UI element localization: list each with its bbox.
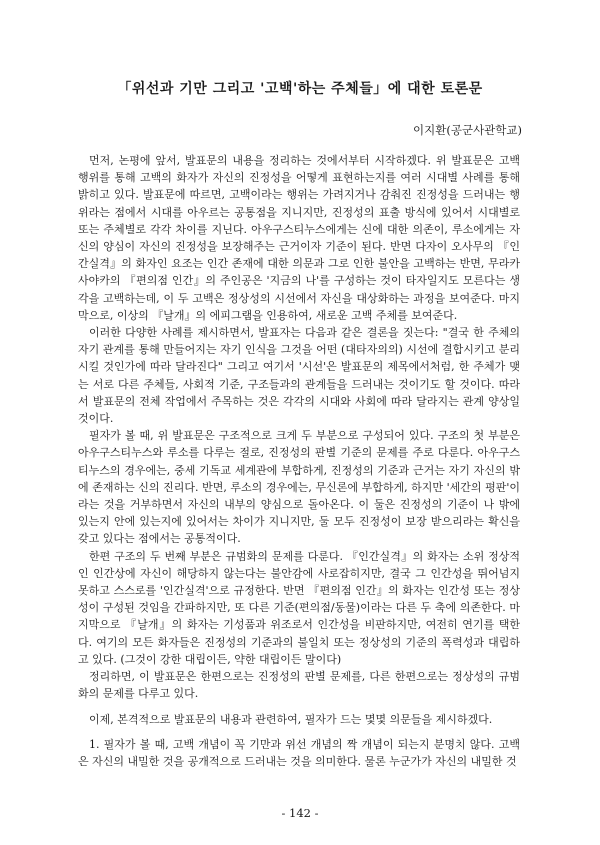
paragraph: 한편 구조의 두 번째 부분은 규범화의 문제를 다룬다. 『인간실격』의 화자는 소위 정상적인 인간상에 자신이 해당하지 않는다는 불안감에 사로잡히지만, 결국 그 인간성을 뛰어넘지 못하고 스스로를 '인간실격'으로 규정한다. 반면 『편의점 인간』의 화자는 인간성 또는 정상성이 구성된 것임을 간파하지만, 또 다른 기준(편의점/동물)이라는 다른 두 축에 의존한다. 마지막으로 『날개』의 화자는 기성품과 위조로서 인간성을 비판하지만, 여전히 연기를 택한다. 여기의 모든 화자들은 진정성의 기준과의 불일치 또는 정상성의 기준의 폭력성과 대립하고 있다. (그것이 강한 대립이든, 약한 대립이든 말이다) <box>78 549 520 666</box>
paragraph: 먼저, 논평에 앞서, 발표문의 내용을 정리하는 것에서부터 시작하겠다. 위 발표문은 고백 행위를 통해 고백의 화자가 자신의 진정성을 어떻게 표현하는지를 여러 시대별 사례를 통해 밝히고 있다. 발표문에 따르면, 고백이라는 행위는 가려지거나 감춰진 진정성을 드러내는 행위라는 점에서 시대를 아우르는 공통점을 지니지만, 진정성의 표출 방식에 있어서 시대별로 또는 주체별로 각각 차이를 지닌다. 아우구스티누스에게는 신에 대한 의존이, 루소에게는 자신의 양심이 자신의 진정성을 보장해주는 근거이자 기준이 된다. 반면 다자이 오사무의 『인간실격』의 화자인 요조는 인간 존재에 대한 의문과 그로 인한 불안을 고백하는 반면, 무라카 사야카의 『편의점 인간』의 주인공은 '지금의 나'를 구성하는 것이 타자일지도 모른다는 생각을 고백하는데, 이 두 고백은 정상성의 시선에서 자신을 대상화하는 과정을 보여준다. 마지막으로, 이상의 『날개』의 에피그램을 인용하여, 새로운 고백 주체를 보여준다. <box>78 154 520 322</box>
paragraph: 필자가 볼 때, 위 발표문은 구조적으로 크게 두 부분으로 구성되어 있다. 구조의 첫 부분은 아우구스티누스와 루소를 다루는 절로, 진정성의 판별 기준의 문제를 주로 다룬다. 아우구스티누스의 경우에는, 중세 기독교 세계관에 부합하게, 진정성의 기준과 근거는 자기 자신의 밖에 존재하는 신의 진리다. 반면, 루소의 경우에는, 무신론에 부합하게, 하지만 '세간의 평판'이라는 것을 거부하면서 자신의 내부의 양심으로 돌아온다. 이 둘은 진정성의 기준이 나 밖에 있는지 안에 있는지에 있어서는 차이가 지니지만, 둘 모두 진정성이 보장 받으리라는 확신을 갖고 있다는 점에서는 공통적이다. <box>78 429 520 546</box>
paragraph: 이제, 본격적으로 발표문의 내용과 관련하여, 필자가 드는 몇몇 의문들을 제시하겠다. <box>89 712 493 726</box>
author-affiliation: 이지환(공군사관학교) <box>413 123 522 137</box>
paragraph: 이러한 다양한 사례를 제시하면서, 발표자는 다음과 같은 결론을 짓는다: "결국 한 주체의 자기 관계를 통해 만들어지는 자기 인식을 그것을 어떤 (대타자의의) 시선에 결합시키고 분리시킬 것인가에 따라 달라진다" 그리고 여기서 '시선'은 발표문의 제목에서처럼, 한 주체가 맺는 서로 다른 주체들, 사회적 기준, 구조들과의 관계들을 드러내는 것이기도 할 것이다. 따라서 발표문의 전체 작업에서 주목하는 것은 각각의 시대와 사회에 따라 달라지는 관계 양상일 것이다. <box>78 326 520 426</box>
page-number: - 142 - <box>281 806 319 820</box>
paragraph: 정리하면, 이 발표문은 한편으로는 진정성의 판별 문제를, 다른 한편으로는 정상성의 규범화의 문제를 다루고 있다. <box>78 670 520 701</box>
body-text <box>78 152 520 770</box>
paragraph: 1. 필자가 볼 때, 고백 개념이 꼭 기만과 위선 개념의 짝 개념이 되는지 분명치 않다. 고백은 자신의 내밀한 것을 공개적으로 드러내는 것을 의미한다. 물론 누군가가 자신의 내밀한 것 <box>78 737 520 768</box>
paper-title: 「위선과 기만 그리고 '고백'하는 주체들」에 대한 토론문 <box>117 81 483 97</box>
